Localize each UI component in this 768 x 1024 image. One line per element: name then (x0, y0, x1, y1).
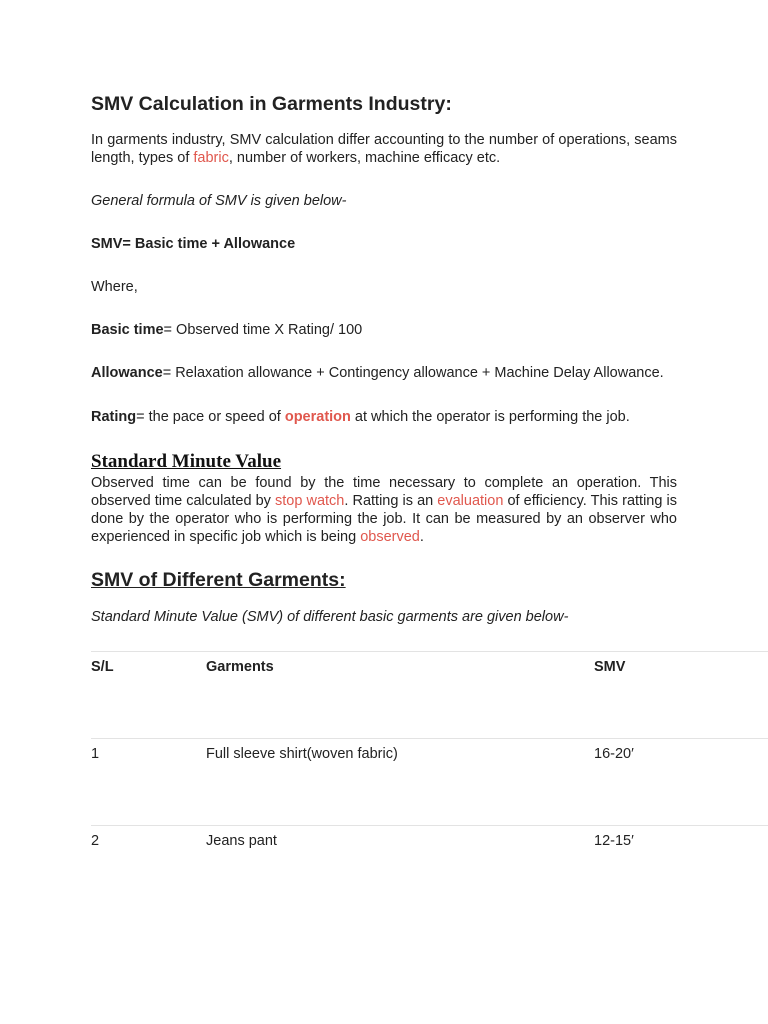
allowance-term: Allowance (91, 365, 163, 381)
garments-table-intro: Standard Minute Value (SMV) of different basic garments are given below- (91, 609, 569, 625)
rating-text-after: at which the operator is performing the job. (350, 409, 630, 425)
evaluation-link[interactable]: evaluation (437, 493, 504, 509)
basic-time-term: Basic time (91, 322, 164, 338)
row-1-smv: 16-20′ (594, 746, 634, 762)
row-2-garment: Jeans pant (206, 833, 277, 849)
row-2-sl: 2 (91, 833, 100, 849)
basic-time-text: = Observed time X Rating/ 100 (163, 322, 363, 338)
intro-text-after: , number of workers, machine efficacy etc. (228, 150, 501, 166)
standard-minute-value-paragraph (91, 474, 677, 546)
where-label: Where, (91, 279, 138, 295)
operation-link[interactable]: operation (284, 409, 351, 425)
page-title: SMV Calculation in Garments Industry: (91, 93, 452, 115)
standard-minute-value-heading: Standard Minute Value (91, 451, 282, 472)
table-rule (91, 738, 768, 739)
formula-intro: General formula of SMV is given below- (91, 193, 347, 209)
stop-watch-link[interactable]: stop watch (275, 493, 345, 509)
fabric-link[interactable]: fabric (193, 150, 229, 166)
observed-link[interactable]: observed (360, 529, 420, 545)
smv-different-garments-heading: SMV of Different Garments: (91, 569, 346, 591)
row-1-sl: 1 (91, 746, 100, 762)
smv-text-4: . (419, 529, 424, 545)
header-garments: Garments (206, 659, 274, 675)
basic-time-definition (91, 321, 677, 339)
row-1-garment: Full sleeve shirt(woven fabric) (206, 746, 398, 762)
rating-term: Rating (91, 409, 137, 425)
table-rule (91, 825, 768, 826)
table-rule (91, 651, 768, 652)
smv-text-1: Observed time can be found by the time necessary to complete an operation. This observed time calculated by (91, 475, 677, 509)
allowance-text: = Relaxation allowance + Contingency allowance + Machine Delay Allowance. (162, 365, 664, 381)
rating-definition (91, 408, 677, 426)
intro-text-before: In garments industry, SMV calculation differ accounting to the number of operations, seams length, types of (91, 132, 677, 166)
smv-formula: SMV= Basic time + Allowance (91, 236, 296, 252)
smv-text-3: of efficiency. This ratting is done by the operator who is performing the job. It can be measured by an observer who experienced in specific job which is being (91, 493, 677, 545)
allowance-definition (91, 364, 691, 382)
smv-text-2: . Ratting is an (344, 493, 438, 509)
header-sl: S/L (91, 659, 114, 675)
rating-text-before: = the pace or speed of (136, 409, 285, 425)
row-2-smv: 12-15′ (594, 833, 634, 849)
intro-paragraph (91, 131, 677, 167)
header-smv: SMV (594, 659, 626, 675)
